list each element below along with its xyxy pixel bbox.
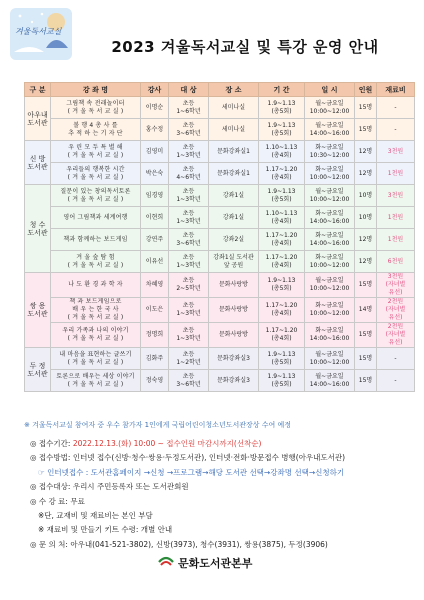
svg-text:겨울독서교실: 겨울독서교실 — [15, 27, 62, 36]
target-grade-line: 1~6학년 — [176, 107, 201, 115]
location-line: 문화강좌실1 — [217, 169, 250, 177]
material-fee-line: - — [394, 125, 397, 133]
period-line: 1.10~1.13 — [265, 143, 298, 151]
material-fee-cell — [377, 273, 415, 298]
capacity-cell: 12명 — [355, 251, 377, 273]
target-grade-line: 2~5학년 — [176, 285, 201, 292]
column-header: 인원 — [355, 83, 377, 97]
location-cell — [209, 141, 259, 163]
period-cell — [259, 185, 305, 207]
program-name-line: 책 과 보드게임으로 — [69, 298, 122, 305]
capacity-cell: 15명 — [355, 97, 377, 119]
period-line: (총5회) — [271, 380, 292, 388]
instructor-cell: 김화주 — [141, 348, 169, 370]
application-info — [30, 437, 415, 552]
column-header: 구 분 — [25, 83, 51, 97]
period-line: 1.17~1.20 — [265, 231, 298, 239]
program-name-line: ( 겨 울 독 서 교 실 ) — [67, 335, 124, 342]
target-grade-line: 3~6학년 — [176, 380, 201, 388]
instructor-cell: 홍수정 — [141, 119, 169, 141]
period-cell — [259, 229, 305, 251]
period-line: 1.17~1.20 — [265, 302, 298, 309]
material-fee-line: 유선) — [388, 339, 403, 346]
table-row — [25, 229, 415, 251]
period-line: 1.9~1.13 — [267, 350, 296, 358]
location-line: 세미나실 — [221, 125, 246, 133]
target-grade-line: 초등 — [182, 372, 195, 380]
target-grade-line: 초등 — [182, 121, 195, 129]
location-line: 강좌1실 도서관 — [213, 253, 254, 261]
program-name-line: 영어 그림책과 세계여행 — [63, 213, 128, 221]
schedule-time-line: 10:00~12:00 — [309, 195, 350, 203]
period-cell — [259, 97, 305, 119]
table-row — [25, 298, 415, 323]
material-fee-cell — [377, 323, 415, 348]
schedule-time-line: 10:00~12:00 — [309, 310, 350, 317]
table-row — [25, 207, 415, 229]
schedule-time-line: 화~금요일 — [315, 253, 344, 261]
schedule-time-line: 10:00~12:00 — [309, 107, 350, 115]
program-name-cell — [51, 141, 141, 163]
target-grade-cell — [169, 323, 209, 348]
period-line: (총4회) — [271, 173, 292, 181]
program-name-line: 토론으로 배우는 세상 이야기 — [56, 372, 135, 380]
location-cell — [209, 229, 259, 251]
location-cell — [209, 251, 259, 273]
schedule-time-line: 화~금요일 — [315, 143, 344, 151]
period-cell — [259, 370, 305, 392]
schedule-time-cell — [305, 229, 355, 251]
capacity-cell: 15명 — [355, 273, 377, 298]
target-grade-line: 초등 — [182, 302, 195, 309]
material-fee-cell — [377, 298, 415, 323]
instructor-cell: 박은숙 — [141, 163, 169, 185]
program-name-line: 우 린 모 두 특 별 해 — [68, 143, 123, 151]
tuition-fee: ◎ 수 강 료: 무료 — [30, 496, 85, 506]
material-fee-cell — [377, 207, 415, 229]
target-grade-cell — [169, 273, 209, 298]
award-notice: ※ 겨울독서교실 참여자 중 우수 참가자 1인에게 국립어린이청소년도서관장상 수여 예정 — [24, 421, 292, 429]
location-cell — [209, 185, 259, 207]
period-line: (총5회) — [271, 195, 292, 203]
schedule-time-line: 14:00~16:00 — [309, 129, 350, 137]
material-fee-cell — [377, 251, 415, 273]
column-header: 강사 — [141, 83, 169, 97]
program-name-line: ( 겨 울 독 서 교 실 ) — [67, 107, 124, 115]
column-header: 재료비 — [377, 83, 415, 97]
location-cell — [209, 273, 259, 298]
schedule-time-cell — [305, 251, 355, 273]
period-line: 1.10~1.13 — [265, 209, 298, 217]
table-row — [25, 119, 415, 141]
period-line: (총4회) — [271, 239, 292, 247]
material-fee-line: 2천원 — [387, 323, 404, 330]
target-grade-line: 1~3학년 — [176, 261, 201, 269]
schedule-time-line: 14:00~16:00 — [309, 217, 350, 225]
instructor-cell: 이도은 — [141, 298, 169, 323]
target-grade-cell — [169, 163, 209, 185]
period-line: (총4회) — [271, 310, 292, 317]
target-grade-line: 초등 — [182, 143, 195, 151]
schedule-time-line: 14:00~16:00 — [309, 239, 350, 247]
program-name-cell — [51, 323, 141, 348]
target-grade-line: 초등 — [182, 187, 195, 195]
program-name-cell — [51, 273, 141, 298]
winter-reading-logo — [10, 8, 72, 60]
column-header: 기 간 — [259, 83, 305, 97]
schedule-time-line: 화~금요일 — [315, 165, 344, 173]
schedule-time-line: 월~금요일 — [315, 277, 344, 284]
program-name-line: 책과 함께하는 보드게임 — [63, 235, 128, 243]
table-row — [25, 251, 415, 273]
schedule-time-cell — [305, 185, 355, 207]
material-fee-cell — [377, 185, 415, 207]
schedule-time-cell — [305, 348, 355, 370]
table-row — [25, 97, 415, 119]
period-cell — [259, 163, 305, 185]
material-fee-cell — [377, 348, 415, 370]
schedule-time-line: 월~금요일 — [315, 372, 344, 380]
schedule-time-line: 10:00~12:00 — [309, 173, 350, 181]
location-line: 세미나실 — [221, 103, 246, 111]
fee-note-2: ※ 재료비 및 만들기 키트 수령: 개별 안내 — [38, 525, 173, 535]
target-grade-line: 3~6학년 — [176, 239, 201, 247]
schedule-time-line: 월~금요일 — [315, 99, 344, 107]
internet-apply-path — [30, 466, 415, 480]
period-cell — [259, 298, 305, 323]
target-grade-line: 초등 — [182, 165, 195, 173]
program-name-cell — [51, 207, 141, 229]
location-line: 앞 공원 — [223, 261, 244, 269]
program-name-line: ( 겨 울 독 서 교 실 ) — [67, 173, 124, 181]
schedule-time-line: 10:00~12:00 — [309, 358, 350, 366]
location-line: 문화사랑방 — [219, 281, 248, 288]
target-grade-line: 초등 — [182, 209, 195, 217]
location-cell — [209, 97, 259, 119]
location-cell — [209, 207, 259, 229]
capacity-cell: 12명 — [355, 163, 377, 185]
program-name-line: ( 겨 울 독 서 교 실 ) — [67, 195, 124, 203]
program-name-line: ( 겨 울 독 서 교 실 ) — [67, 314, 124, 321]
material-fee-line: 1천원 — [387, 213, 404, 221]
program-name-cell — [51, 185, 141, 207]
period-line: 1.9~1.13 — [267, 372, 296, 380]
program-name-line: 그림책 속 전래놀이터 — [66, 99, 125, 107]
program-name-cell — [51, 119, 141, 141]
location-line: 강좌1실 — [222, 191, 245, 199]
target-grade-cell — [169, 348, 209, 370]
material-fee-line: 1천원 — [387, 235, 404, 243]
program-name-line: 배 우 는 한 국 사 — [72, 306, 119, 313]
target-grade-cell — [169, 251, 209, 273]
schedule-time-cell — [305, 298, 355, 323]
schedule-time-cell — [305, 323, 355, 348]
column-header: 강 좌 명 — [51, 83, 141, 97]
schedule-time-line: 화~금요일 — [315, 209, 344, 217]
column-header: 일 시 — [305, 83, 355, 97]
program-name-cell — [51, 97, 141, 119]
target-grade-line: 1~3학년 — [176, 195, 201, 203]
schedule-time-line: 화~금요일 — [315, 327, 344, 334]
target-grade-line: 1~3학년 — [176, 335, 201, 342]
material-fee-line: 1천원 — [387, 169, 404, 177]
fee-note-1: ※단, 교재비 및 재료비는 본인 부담 — [38, 510, 153, 520]
period-cell — [259, 119, 305, 141]
target-grade-line: 1~2학년 — [176, 358, 201, 366]
target-grade-line: 1~3학년 — [176, 310, 201, 317]
target-grade-cell — [169, 119, 209, 141]
schedule-time-cell — [305, 163, 355, 185]
column-header: 장 소 — [209, 83, 259, 97]
table-header-row — [25, 83, 415, 97]
material-fee-line: (자녀별 — [385, 281, 406, 288]
material-fee-line: 유선) — [388, 314, 403, 321]
organization-footer — [158, 553, 252, 572]
period-cell — [259, 207, 305, 229]
program-name-cell — [51, 298, 141, 323]
material-fee-cell — [377, 119, 415, 141]
target-grade-line: 초등 — [182, 231, 195, 239]
program-name-line: 내 마음을 표현하는 글쓰기 — [59, 350, 132, 358]
table-row — [25, 273, 415, 298]
program-name-line: ( 겨 울 독 서 교 실 ) — [67, 261, 124, 269]
target-grade-line: 4~6학년 — [176, 173, 201, 181]
period-line: (총4회) — [271, 151, 292, 159]
material-fee-cell — [377, 141, 415, 163]
column-header: 대 상 — [169, 83, 209, 97]
location-line: 강좌2실 — [222, 235, 245, 243]
capacity-cell: 15명 — [355, 119, 377, 141]
material-fee-line: - — [394, 376, 397, 384]
period-cell — [259, 323, 305, 348]
material-fee-line: 2천원 — [387, 298, 404, 305]
capacity-cell: 15명 — [355, 370, 377, 392]
target-grade-line: 초등 — [182, 277, 195, 284]
location-cell — [209, 348, 259, 370]
organization-logo-icon — [158, 553, 174, 572]
period-line: (총5회) — [271, 358, 292, 366]
library-name: 아우내 도서관 — [25, 97, 51, 141]
material-fee-line: 6천원 — [387, 257, 404, 265]
capacity-cell: 10명 — [355, 207, 377, 229]
location-line: 문화사랑방 — [219, 331, 248, 338]
period-cell — [259, 273, 305, 298]
target-grade-cell — [169, 229, 209, 251]
capacity-cell: 15명 — [355, 348, 377, 370]
table-row — [25, 323, 415, 348]
location-line: 문화사랑방 — [219, 306, 248, 313]
location-line: 강좌1실 — [222, 213, 245, 221]
location-line: 문화강좌실3 — [217, 376, 250, 384]
schedule-time-line: 10:30~12:00 — [309, 151, 350, 159]
schedule-time-line: 화~금요일 — [315, 302, 344, 309]
instructor-cell: 임경영 — [141, 185, 169, 207]
material-fee-line: (자녀별 — [385, 331, 406, 338]
internet-apply-label: ☞ 인터넷접수 : — [38, 467, 89, 477]
period-line: 1.9~1.13 — [267, 187, 296, 195]
capacity-cell: 10명 — [355, 185, 377, 207]
material-fee-cell — [377, 229, 415, 251]
target-grade-cell — [169, 207, 209, 229]
library-name: 청 수 도서관 — [25, 185, 51, 273]
program-name-line: ( 겨 울 독 서 교 실 ) — [67, 380, 124, 388]
material-fee-line: 3천원 — [387, 147, 404, 155]
period-line: (총5회) — [271, 129, 292, 137]
material-fee-line: 유선) — [388, 289, 403, 296]
target-grade-line: 1~3학년 — [176, 217, 201, 225]
program-name-cell — [51, 163, 141, 185]
apply-period — [30, 437, 415, 451]
schedule-time-cell — [305, 119, 355, 141]
location-line: 문화강좌실3 — [217, 354, 250, 362]
schedule-time-line: 10:00~12:00 — [309, 285, 350, 292]
location-cell — [209, 163, 259, 185]
material-fee-line: - — [394, 103, 397, 111]
period-cell — [259, 251, 305, 273]
location-cell — [209, 323, 259, 348]
instructor-cell: 강연주 — [141, 229, 169, 251]
schedule-time-line: 월~금요일 — [315, 121, 344, 129]
target-grade-cell — [169, 97, 209, 119]
program-name-line: 겨 울 숲 탐 험 — [76, 253, 115, 261]
apply-method: ◎ 접수방법: 인터넷 접수(신방·청수·쌍용·두정도서관), 인터넷·전화·방문접수 병행(아우내도서관) — [30, 453, 346, 463]
instructor-cell: 정명희 — [141, 323, 169, 348]
program-name-cell — [51, 348, 141, 370]
library-name: 두 정 도서관 — [25, 348, 51, 392]
library-name: 쌍 용 도서관 — [25, 273, 51, 348]
location-cell — [209, 370, 259, 392]
target-grade-line: 초등 — [182, 99, 195, 107]
period-line: 1.9~1.13 — [267, 277, 296, 284]
period-cell — [259, 141, 305, 163]
instructor-cell: 차혜영 — [141, 273, 169, 298]
schedule-time-line: 화~금요일 — [315, 231, 344, 239]
target-grade-line: 초등 — [182, 350, 195, 358]
target-grade-line: 초등 — [182, 253, 195, 261]
material-fee-cell — [377, 163, 415, 185]
program-name-line: ( 겨 울 독 서 교 실 ) — [67, 358, 124, 366]
material-fee-line: - — [394, 354, 397, 362]
contact-info: ◎ 문 의 처: 아우내(041-521-3802), 신방(3973), 청수(3931), 쌍용(3875), 두정(3906) — [30, 539, 328, 549]
period-line: (총5회) — [271, 107, 292, 115]
schedule-time-line: 14:00~16:00 — [309, 335, 350, 342]
schedule-time-line: 14:00~16:00 — [309, 380, 350, 388]
program-name-line: 우리들의 행복한 시간 — [66, 165, 125, 173]
schedule-time-cell — [305, 370, 355, 392]
instructor-cell: 이현희 — [141, 207, 169, 229]
location-cell — [209, 119, 259, 141]
material-fee-line: (자녀별 — [385, 306, 406, 313]
material-fee-line: 3천원 — [387, 191, 404, 199]
library-name: 신 방 도서관 — [25, 141, 51, 185]
location-line: 문화강좌실1 — [217, 147, 250, 155]
table-row — [25, 141, 415, 163]
apply-period-value: 2022.12.13.(화) 10:00 ~ 접수인원 마감시까지(선착순) — [72, 439, 262, 448]
target-grade-line: 3~6학년 — [176, 129, 201, 137]
location-cell — [209, 298, 259, 323]
program-name-cell — [51, 251, 141, 273]
apply-period-label: ◎ 접수기간: — [30, 439, 71, 448]
period-line: (총4회) — [271, 261, 292, 269]
page-title: 2023 겨울독서교실 및 특강 운영 안내 — [111, 38, 379, 56]
capacity-cell: 12명 — [355, 229, 377, 251]
program-name-cell — [51, 229, 141, 251]
period-line: (총5회) — [271, 285, 292, 292]
target-grade-cell — [169, 141, 209, 163]
period-line: 1.17~1.20 — [265, 165, 298, 173]
table-row — [25, 348, 415, 370]
capacity-cell: 15명 — [355, 323, 377, 348]
program-name-line: 볼 행 4 총 사 를 — [73, 121, 118, 129]
period-line: 1.17~1.20 — [265, 327, 298, 334]
period-line: 1.9~1.13 — [267, 121, 296, 129]
period-line: (총4회) — [271, 335, 292, 342]
target-grade-line: 초등 — [182, 327, 195, 334]
target-grade-cell — [169, 370, 209, 392]
schedule-time-line: 월~금요일 — [315, 187, 344, 195]
schedule-time-line: 월~금요일 — [315, 350, 344, 358]
schedule-time-cell — [305, 207, 355, 229]
schedule-time-cell — [305, 141, 355, 163]
period-line: 1.9~1.13 — [267, 99, 296, 107]
target-grade-cell — [169, 298, 209, 323]
table-row — [25, 185, 415, 207]
apply-qualification: ◎ 접수대상: 우리시 주민등록자 또는 도서관회원 — [30, 482, 189, 492]
table-row — [25, 163, 415, 185]
target-grade-cell — [169, 185, 209, 207]
program-name-line: 나 도 환 경 과 학 자 — [68, 281, 123, 288]
program-name-cell — [51, 370, 141, 392]
period-line: (총4회) — [271, 217, 292, 225]
capacity-cell: 14명 — [355, 298, 377, 323]
period-cell — [259, 348, 305, 370]
schedule-time-cell — [305, 97, 355, 119]
target-grade-line: 1~3학년 — [176, 151, 201, 159]
schedule-time-cell — [305, 273, 355, 298]
capacity-cell: 12명 — [355, 141, 377, 163]
program-name-line: 질문이 있는 창의독서토론 — [60, 187, 131, 195]
instructor-cell: 이유선 — [141, 251, 169, 273]
program-name-line: 추 적 하 는 기 자 단 — [68, 129, 123, 137]
material-fee-line: 3천원 — [387, 273, 404, 280]
instructor-cell: 이명순 — [141, 97, 169, 119]
material-fee-cell — [377, 370, 415, 392]
period-line: 1.17~1.20 — [265, 253, 298, 261]
instructor-cell: 정숙영 — [141, 370, 169, 392]
program-name-line: 우리 가족과 나의 이야기 — [62, 327, 129, 334]
table-row — [25, 370, 415, 392]
material-fee-cell — [377, 97, 415, 119]
program-name-line: ( 겨 울 독 서 교 실 ) — [67, 151, 124, 159]
internet-apply-steps: 도서관홈페이지 →신청 →프로그램→해당 도서관 선택→강좌명 선택→신청하기 — [90, 467, 345, 477]
instructor-cell: 김영미 — [141, 141, 169, 163]
schedule-time-line: 10:00~12:00 — [309, 261, 350, 269]
organization-name: 문화도서관본부 — [178, 556, 253, 570]
program-schedule-table — [24, 82, 415, 392]
